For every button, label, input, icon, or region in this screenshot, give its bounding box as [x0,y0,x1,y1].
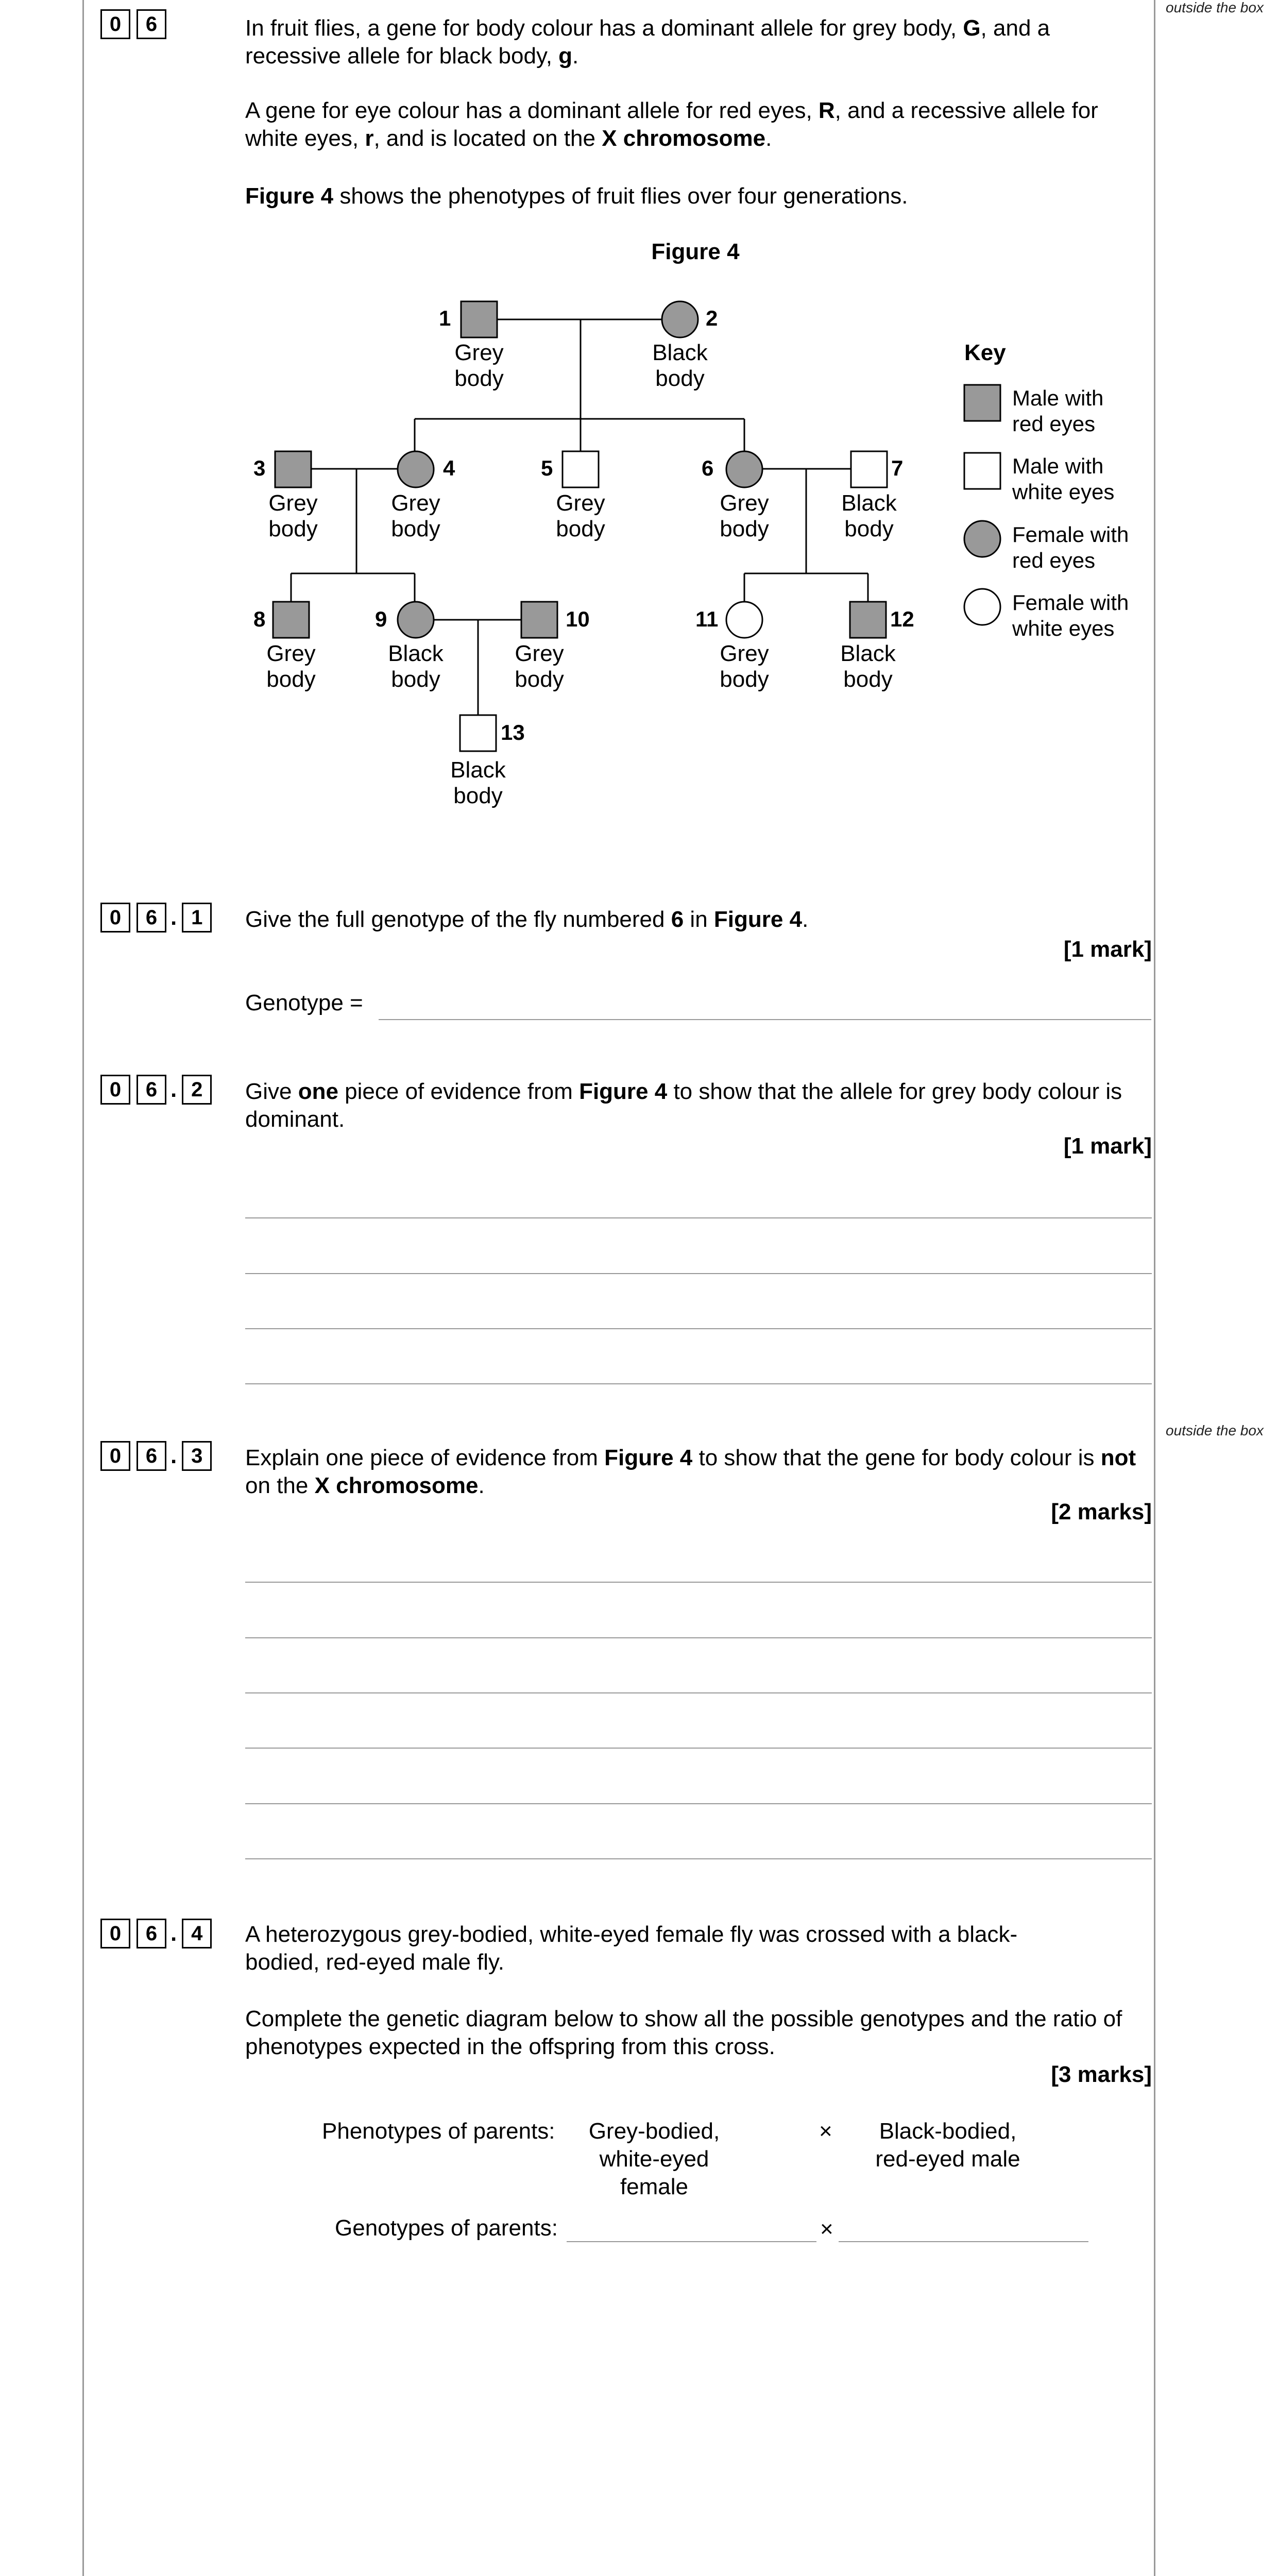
individual-number: 6 [702,456,714,480]
individual-number: 8 [253,607,266,631]
answer-line[interactable] [245,1803,1152,1804]
individual-number: 7 [891,456,904,480]
pedigree-diagram [0,0,1278,876]
question-06-3-text: Explain one piece of evidence from Figure 4 to show that the gene for body colour is not on the X chromosome. [245,1445,1136,1498]
answer-line[interactable] [245,1692,1152,1693]
individual-label: Grey body [454,340,504,391]
qnum-digit: 2 [182,1075,212,1105]
question-number-06-2 [100,1075,218,1105]
individual-8-symbol [273,602,309,638]
answer-line[interactable] [245,1858,1152,1859]
individual-label: Grey body [556,490,605,541]
individual-label: Grey body [268,490,318,541]
key-entry: Female with white eyes [1012,590,1129,640]
individual-number: 12 [890,607,914,631]
marks-06-1: [1 mark] [1063,937,1152,962]
answer-line[interactable] [245,1383,1152,1384]
individual-label: Grey body [515,641,564,692]
key-entry: Female with red eyes [1012,522,1129,572]
individual-7-symbol [851,451,887,487]
marks-06-4: [3 marks] [1051,2062,1152,2087]
key-entry: Male with red eyes [1012,386,1104,436]
answer-line[interactable] [379,1019,1151,1020]
answer-line[interactable] [245,1582,1152,1583]
intro-paragraph-1: In fruit flies, a gene for body colour has a dominant allele for grey body, G, and a recessive allele for black body, g. [245,15,1050,69]
question-number-06-3 [100,1441,218,1471]
individual-11-symbol [726,602,762,638]
phenotypes-parents-label: Phenotypes of parents: [322,2119,555,2144]
parent-2-phenotype: Black-bodied, red-eyed male [875,2119,1020,2172]
key-female-red-symbol [964,521,1000,557]
genotypes-parents-label: Genotypes of parents: [335,2215,558,2241]
qnum-digit: 6 [137,1919,166,1948]
answer-line[interactable] [839,2241,1088,2242]
qnum-digit: 6 [137,1441,166,1471]
intro-paragraph-3: Figure 4 shows the phenotypes of fruit flies over four generations. [245,183,908,209]
qnum-dot: . [171,1921,177,1946]
individual-label: Black body [841,490,897,541]
individual-3-symbol [275,451,311,487]
qnum-digit: 6 [137,1075,166,1105]
answer-line[interactable] [245,1273,1152,1274]
figure-title: Figure 4 [651,239,740,264]
key-male-white-symbol [964,453,1000,489]
individual-number: 1 [439,306,451,330]
intro-paragraph-2: A gene for eye colour has a dominant allele for red eyes, R, and a recessive allele for white eyes, r, and is located on the X chromosome. [245,98,1098,151]
individual-2-symbol [662,301,698,337]
individual-label: Black body [450,757,506,808]
individual-1-symbol [461,301,497,337]
individual-number: 2 [706,306,718,330]
answer-line[interactable] [245,1748,1152,1749]
question-06-2-text: Give one piece of evidence from Figure 4 to show that the allele for grey body colour is dominant. [245,1079,1122,1132]
individual-9-symbol [398,602,434,638]
key-female-white-symbol [964,589,1000,625]
answer-line[interactable] [245,1217,1152,1218]
individual-number: 9 [375,607,387,631]
qnum-digit: 0 [100,1441,130,1471]
qnum-digit: 0 [100,9,130,39]
individual-5-symbol [563,451,599,487]
qnum-digit: 3 [182,1441,212,1471]
qnum-dot: . [171,1077,177,1102]
qnum-digit: 1 [182,903,212,933]
individual-label: Grey body [266,641,316,692]
key-male-red-symbol [964,385,1000,421]
margin-note-top: outside the box [1166,0,1264,15]
individual-4-symbol [398,451,434,487]
individual-12-symbol [850,602,886,638]
question-number-06-4 [100,1919,218,1948]
marks-06-3: [2 marks] [1051,1499,1152,1524]
qnum-dot: . [171,905,177,930]
qnum-digit: 0 [100,1075,130,1105]
answer-line[interactable] [567,2241,816,2242]
individual-label: Black body [652,340,708,391]
individual-10-symbol [521,602,557,638]
individual-number: 13 [501,720,525,744]
individual-number: 11 [695,607,719,631]
answer-line[interactable] [245,1328,1152,1329]
genotype-label: Genotype = [245,990,363,1015]
qnum-digit: 6 [137,9,166,39]
individual-label: Black body [840,641,896,692]
individual-6-symbol [726,451,762,487]
qnum-digit: 6 [137,903,166,933]
individual-13-symbol [460,715,496,751]
individual-number: 10 [566,607,590,631]
cross-symbol: × [820,2216,833,2242]
individual-number: 4 [443,456,455,480]
question-number-06-1 [100,903,218,933]
qnum-digit: 4 [182,1919,212,1948]
qnum-dot: . [171,1443,177,1468]
individual-label: Grey body [720,641,769,692]
individual-label: Grey body [720,490,769,541]
question-06-4-text-2: Complete the genetic diagram below to show all the possible genotypes and the ratio of phenotypes expected in the offspring from this cross. [245,2006,1122,2059]
individual-label: Black body [388,641,444,692]
individual-number: 5 [541,456,553,480]
margin-note-mid: outside the box [1166,1422,1264,1438]
individual-label: Grey body [391,490,440,541]
parent-1-phenotype: Grey-bodied, white-eyed female [588,2119,720,2199]
key-entry: Male with white eyes [1012,454,1115,504]
question-06-1-text: Give the full genotype of the fly numbered 6 in Figure 4. [245,907,809,932]
qnum-digit: 0 [100,1919,130,1948]
qnum-digit: 0 [100,903,130,933]
question-06-4-text-1: A heterozygous grey-bodied, white-eyed female fly was crossed with a black-bodied, red-eyed male fly. [245,1922,1018,1975]
cross-symbol: × [819,2119,832,2144]
answer-line[interactable] [245,1637,1152,1638]
marks-06-2: [1 mark] [1063,1133,1152,1159]
individual-number: 3 [253,456,266,480]
key-title: Key [964,340,1006,365]
